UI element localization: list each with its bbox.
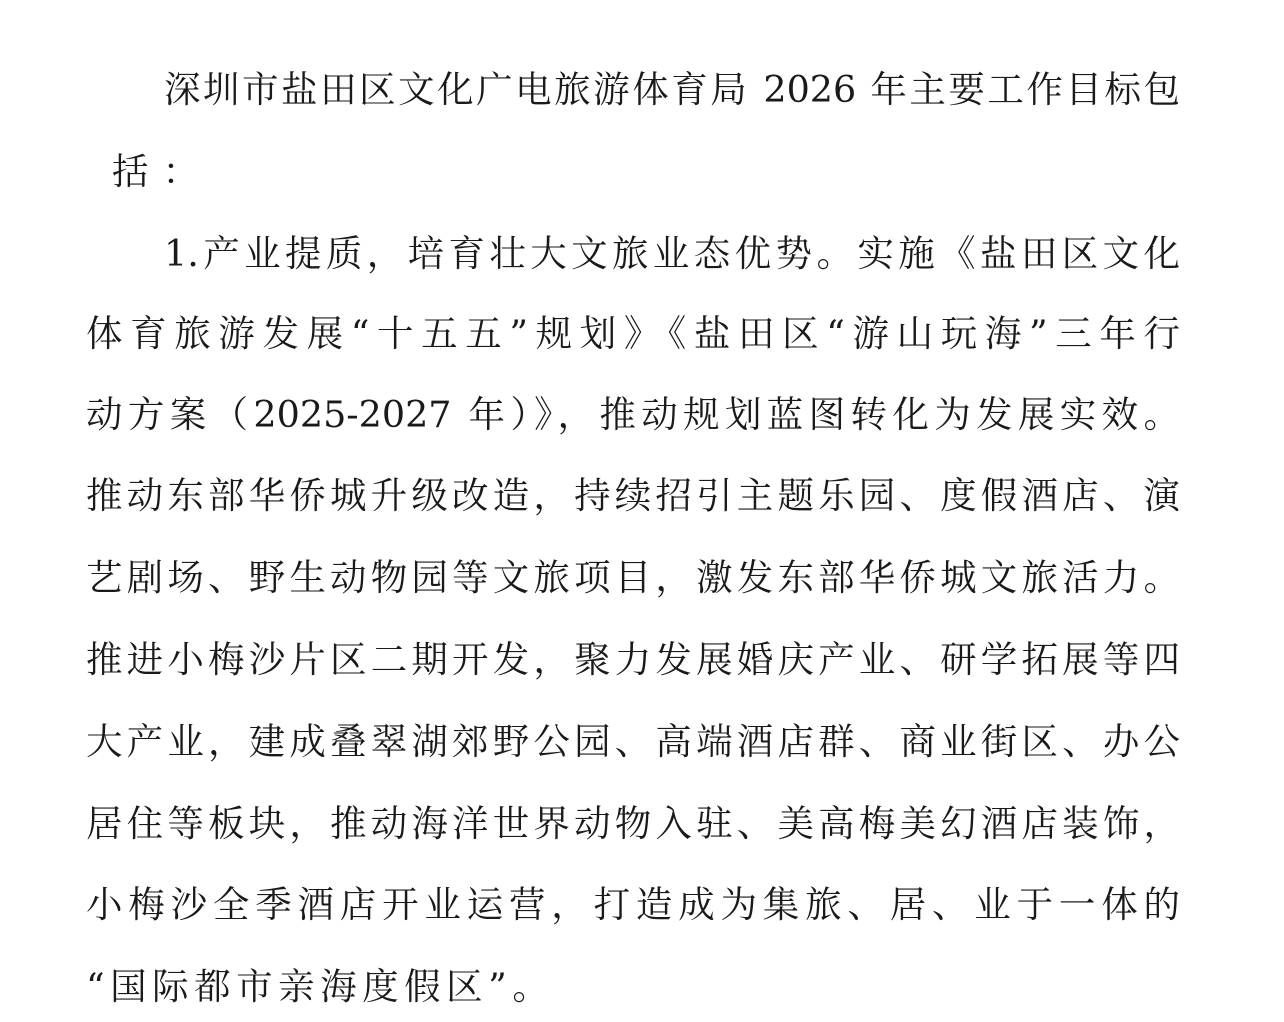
item1-line-3: 动方案（2025-2027 年）》，推动规划蓝图转化为发展实效。	[86, 393, 1180, 436]
intro-line-2: 括：	[112, 150, 213, 193]
intro-line-1: 深圳市盐田区文化广电旅游体育局 2026 年主要工作目标包	[164, 68, 1180, 111]
item1-line-9: 小梅沙全季酒店开业运营，打造成为集旅、居、业于一体的	[86, 883, 1180, 926]
item1-line-10: “国际都市亲海度假区”。	[86, 965, 555, 1008]
item1-line-5: 艺剧场、野生动物园等文旅项目，激发东部华侨城文旅活力。	[86, 556, 1180, 599]
item1-line-2: 体育旅游发展“十五五”规划》《盐田区“游山玩海”三年行	[86, 312, 1180, 355]
item1-line-1: 1.产业提质，培育壮大文旅业态优势。实施《盐田区文化	[164, 232, 1180, 275]
item1-line-4: 推动东部华侨城升级改造，持续招引主题乐园、度假酒店、演	[86, 474, 1180, 517]
item1-line-6: 推进小梅沙片区二期开发，聚力发展婚庆产业、研学拓展等四	[86, 638, 1180, 681]
item1-line-7: 大产业，建成叠翠湖郊野公园、高端酒店群、商业街区、办公	[86, 720, 1180, 763]
item1-line-8: 居住等板块，推动海洋世界动物入驻、美高梅美幻酒店装饰，	[86, 802, 1180, 845]
